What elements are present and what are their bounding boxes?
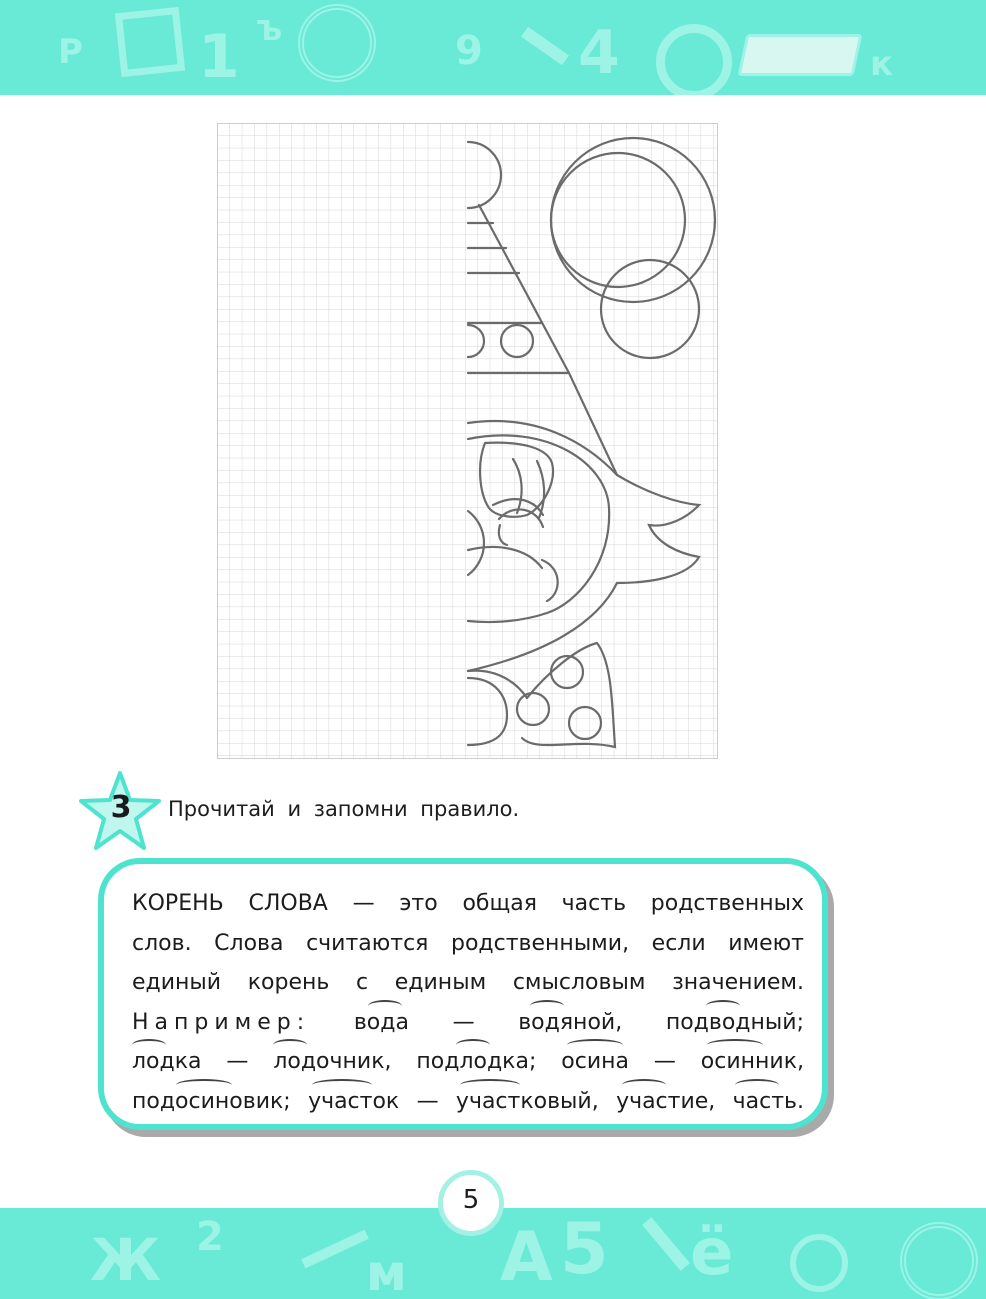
rule-line-2: слов. Слова считаются родственными, если имеют [132, 930, 804, 956]
word-podosinovik: подосиновик; [132, 1082, 291, 1122]
dash: — [226, 1049, 249, 1074]
square-decoration-icon [115, 7, 185, 77]
pencil-decoration-icon [521, 27, 569, 66]
pencil-decoration-icon [642, 1217, 690, 1271]
digit-decoration-icon: 9 [455, 28, 483, 74]
word-lodochnik: лодочник, [273, 1042, 391, 1082]
page-number: 5 [462, 1185, 480, 1215]
word-voda: вода [354, 1003, 409, 1043]
rule-line-1: КОРЕНЬ СЛОВА — это общая часть родственных [132, 891, 804, 916]
task-number: 3 [110, 790, 132, 825]
letter-decoration-icon: к [870, 44, 894, 84]
brush-decoration-icon [301, 1230, 369, 1269]
letter-decoration-icon: А [500, 1218, 553, 1297]
digit-decoration-icon: 1 [198, 22, 240, 92]
circle-decoration-icon [298, 4, 376, 82]
ring-decoration-icon [656, 24, 732, 95]
rule-line-3: единый корень с единым смысловым значением. [132, 970, 804, 995]
digit-decoration-icon: 4 [578, 18, 620, 88]
letter-decoration-icon: Р [58, 32, 83, 72]
book-decoration-icon [738, 34, 863, 76]
symmetry-drawing-icon [217, 123, 718, 759]
dash: — [452, 1009, 475, 1035]
letter-decoration-icon: м [366, 1244, 407, 1299]
example-label: Например: [132, 1009, 311, 1035]
symmetry-grid [217, 123, 718, 759]
word-uchastie: участие, [616, 1082, 715, 1122]
circle-decoration-icon [900, 1222, 978, 1299]
rule-line-4 [132, 1003, 804, 1043]
dash: — [653, 1049, 676, 1074]
word-uchastok: участок [308, 1082, 399, 1122]
digit-decoration-icon: 5 [560, 1208, 609, 1290]
word-osinnik: осинник, [701, 1042, 804, 1082]
task-instruction: Прочитай и запомни правило. [168, 797, 520, 821]
word-vodyanoy: водяной, [518, 1003, 622, 1043]
word-lodka: лодка [132, 1042, 202, 1082]
letter-decoration-icon: Ъ [256, 14, 283, 47]
letter-decoration-icon: ё [690, 1216, 734, 1290]
word-uchastkovy: участковый, [456, 1082, 599, 1122]
word-podlodka: подлодка; [416, 1042, 536, 1082]
dash: — [416, 1088, 439, 1114]
letter-decoration-icon: Ж [90, 1226, 161, 1294]
sun-decoration-icon [790, 1234, 848, 1292]
header-band [0, 0, 986, 95]
word-osina: осина [561, 1042, 629, 1082]
word-chast: часть. [733, 1082, 804, 1122]
rule-line-6 [132, 1082, 804, 1122]
rule-line-5 [132, 1042, 804, 1082]
digit-decoration-icon: 2 [196, 1214, 224, 1260]
rule-text [132, 884, 804, 1121]
word-podvodny: подводный; [666, 1003, 804, 1043]
